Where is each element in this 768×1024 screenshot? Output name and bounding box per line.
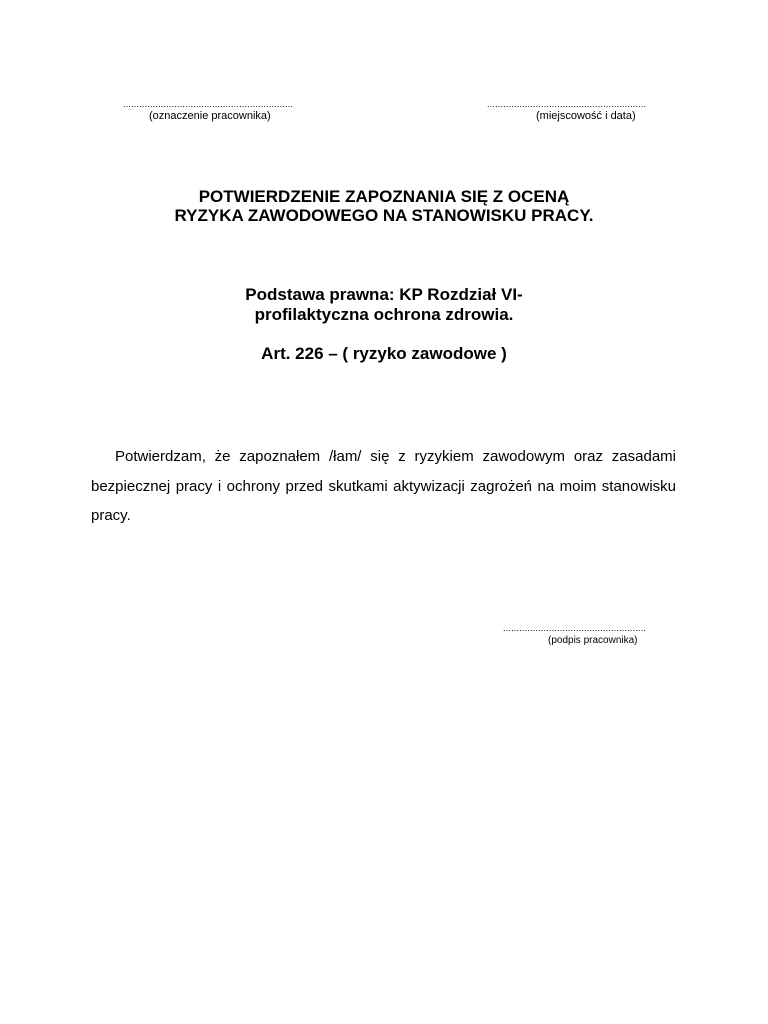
employee-designation-caption: (oznaczenie pracownika) [149,110,271,122]
legal-basis-line-1: Podstawa prawna: KP Rozdział VI- [245,285,523,304]
employee-designation-line: ............................................................... [123,99,294,109]
signature-line: ..................................................... [503,623,647,633]
article-reference: Art. 226 – ( ryzyko zawodowe ) [261,344,507,363]
place-date-line: ........................................................... [487,99,647,109]
legal-basis-line-2: profilaktyczna ochrona zdrowia. [254,305,514,324]
document-title-line-2: RYZYKA ZAWODOWEGO NA STANOWISKU PRACY. [174,206,594,225]
document-title-line-1: POTWIERDZENIE ZAPOZNANIA SIĘ Z OCENĄ [198,187,570,206]
signature-caption: (podpis pracownika) [548,635,638,646]
confirmation-paragraph: Potwierdzam, że zapoznałem /łam/ się z ryzykiem zawodowym oraz zasadami bezpiecznej pracy i ochrony przed skutkami aktywizacji zagrożeń na moim stanowisku pracy. [91,448,676,524]
place-date-caption: (miejscowość i data) [536,110,636,122]
